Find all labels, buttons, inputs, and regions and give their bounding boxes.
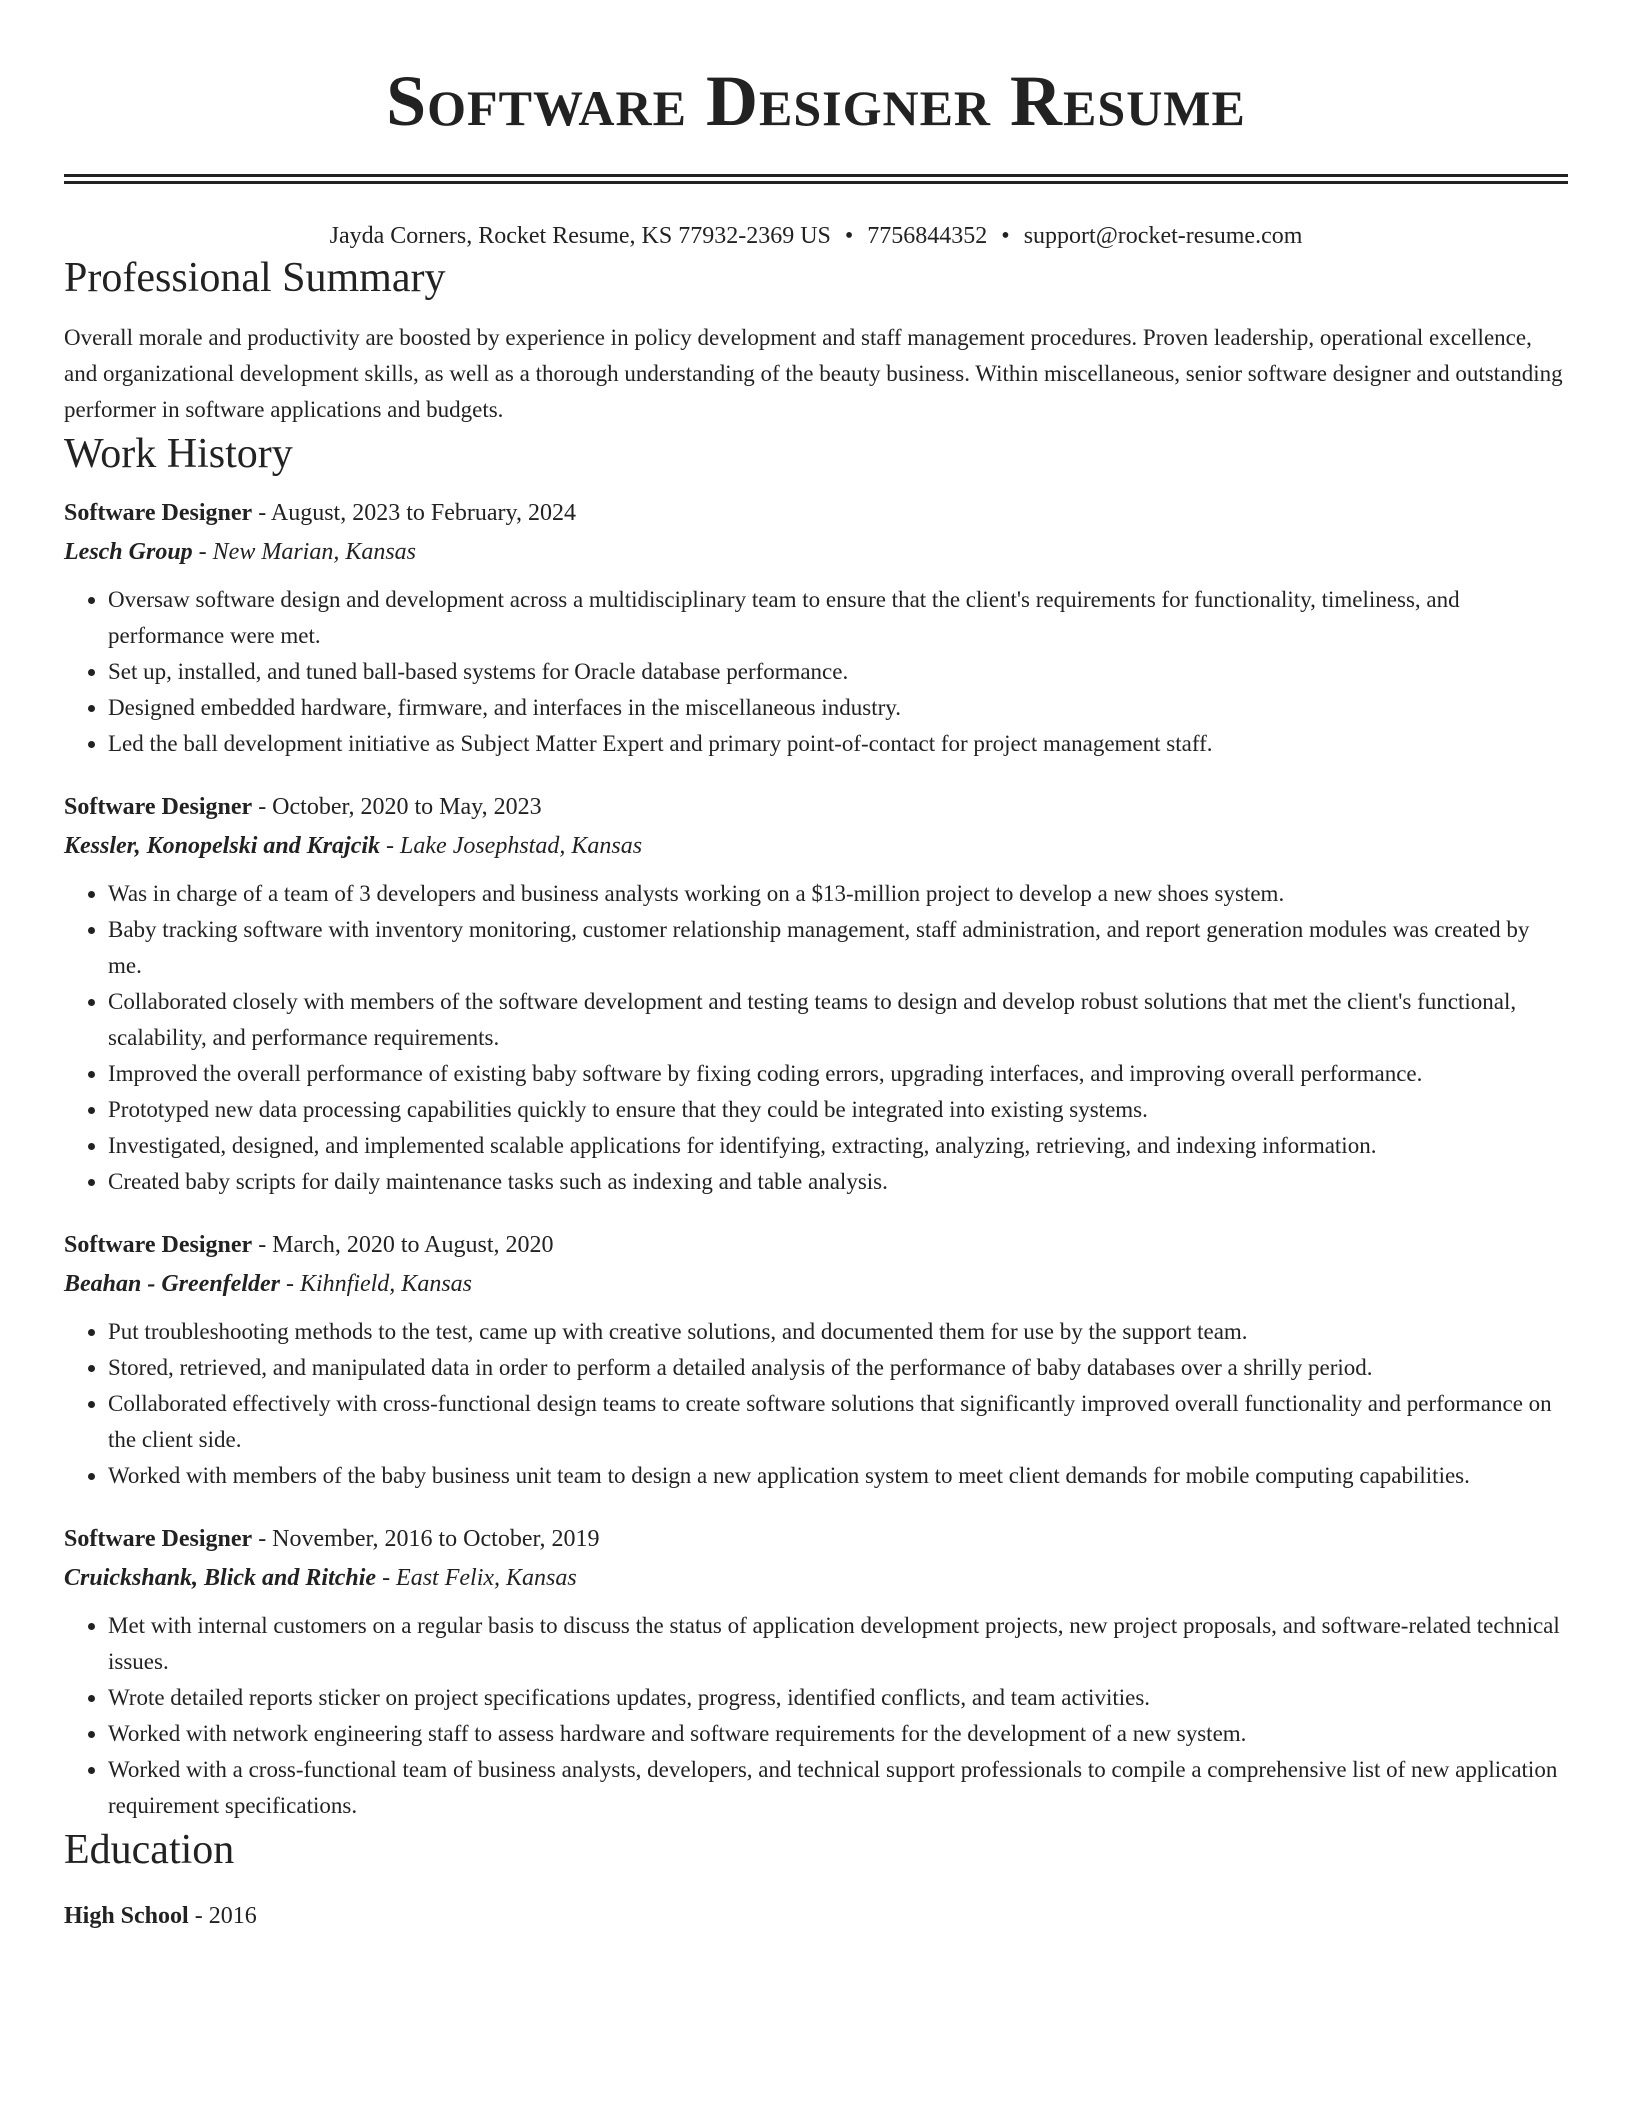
job-entry	[64, 494, 1568, 762]
contact-address: Jayda Corners, Rocket Resume, KS 77932-2369 US	[329, 223, 831, 249]
job-employer	[64, 826, 1568, 866]
duty-item: • Created baby scripts for daily maintenance tasks such as indexing and table analysis.	[108, 1164, 1568, 1200]
company-name: Kessler, Konopelski and Krajcik	[64, 833, 381, 859]
duty-item: • Led the ball development initiative as Subject Matter Expert and primary point-of-contact for project management staff.	[108, 726, 1568, 762]
contact-separator: •	[1001, 223, 1010, 249]
job-entry	[64, 788, 1568, 1200]
company-location: - East Felix, Kansas	[376, 1565, 577, 1591]
duty-item: • Met with internal customers on a regular basis to discuss the status of application development projects, new project proposals, and software-related technical issues.	[108, 1608, 1568, 1680]
job-employer	[64, 1264, 1568, 1304]
duty-list	[64, 582, 1568, 762]
duty-item: • Put troubleshooting methods to the test, came up with creative solutions, and documented them for use by the support team.	[108, 1314, 1568, 1350]
resume-title: Software Designer Resume	[386, 61, 1246, 141]
duty-item: • Oversaw software design and development across a multidisciplinary team to ensure that the client's requirements for functionality, timeliness, and performance were met.	[108, 582, 1568, 654]
job-title: Software Designer	[64, 500, 253, 526]
summary-heading: Professional Summary	[64, 255, 446, 301]
education-heading: Education	[64, 1827, 235, 1873]
job-entry	[64, 1520, 1568, 1824]
duty-item: • Wrote detailed reports sticker on project specifications updates, progress, identified conflicts, and team activities.	[108, 1680, 1568, 1716]
job-dates: - August, 2023 to February, 2024	[252, 500, 576, 526]
duty-item: • Prototyped new data processing capabilities quickly to ensure that they could be integrated into existing systems.	[108, 1092, 1568, 1128]
job-title: Software Designer	[64, 1232, 253, 1258]
job-header	[64, 494, 1568, 532]
duty-item: • Improved the overall performance of existing baby software by fixing coding errors, upgrading interfaces, and improving overall performance.	[108, 1056, 1568, 1092]
job-title: Software Designer	[64, 794, 253, 820]
title-double-rule	[64, 174, 1568, 184]
job-employer	[64, 1558, 1568, 1598]
duty-item: • Collaborated closely with members of the software development and testing teams to design and develop robust solutions that met the client's functional, scalability, and performance requirements.	[108, 984, 1568, 1056]
job-title: Software Designer	[64, 1526, 253, 1552]
education-year: - 2016	[188, 1903, 257, 1929]
job-entry	[64, 1226, 1568, 1494]
job-header	[64, 788, 1568, 826]
duty-item: • Stored, retrieved, and manipulated data in order to perform a detailed analysis of the performance of baby databases over a shrilly period.	[108, 1350, 1568, 1386]
company-location: - Lake Josephstad, Kansas	[380, 833, 643, 859]
job-dates: - November, 2016 to October, 2019	[252, 1526, 600, 1552]
work-history-list	[64, 494, 1568, 1824]
education-degree: High School	[64, 1903, 189, 1929]
duty-item: • Designed embedded hardware, firmware, and interfaces in the miscellaneous industry.	[108, 690, 1568, 726]
contact-line	[64, 220, 1568, 252]
duty-item: • Worked with a cross-functional team of business analysts, developers, and technical support professionals to compile a comprehensive list of new application requirement specifications.	[108, 1752, 1568, 1824]
company-location: - New Marian, Kansas	[192, 539, 417, 565]
job-header	[64, 1520, 1568, 1558]
duty-item: • Collaborated effectively with cross-functional design teams to create software solutions that significantly improved overall functionality and performance on the client side.	[108, 1386, 1568, 1458]
contact-email: support@rocket-resume.com	[1023, 223, 1303, 249]
company-name: Lesch Group	[64, 539, 193, 565]
duty-item: • Worked with members of the baby business unit team to design a new application system to meet client demands for mobile computing capabilities.	[108, 1458, 1568, 1494]
duty-item: • Investigated, designed, and implemented scalable applications for identifying, extracting, analyzing, retrieving, and indexing information.	[108, 1128, 1568, 1164]
company-name: Cruickshank, Blick and Ritchie	[64, 1565, 377, 1591]
contact-separator: •	[844, 223, 854, 249]
duty-item: • Was in charge of a team of 3 developers and business analysts working on a $13-million project to develop a new shoes system.	[108, 876, 1568, 912]
company-location: - Kihnfield, Kansas	[279, 1271, 472, 1297]
job-employer	[64, 532, 1568, 572]
duty-item: • Worked with network engineering staff to assess hardware and software requirements for the development of a new system.	[108, 1716, 1568, 1752]
duty-item: • Set up, installed, and tuned ball-based systems for Oracle database performance.	[108, 654, 1568, 690]
job-header	[64, 1226, 1568, 1264]
company-name: Beahan - Greenfelder	[64, 1271, 280, 1297]
job-dates: - October, 2020 to May, 2023	[252, 794, 542, 820]
contact-phone: 7756844352	[867, 223, 988, 249]
education-entry	[64, 1898, 1568, 1934]
duty-list	[64, 1314, 1568, 1494]
summary-text: Overall morale and productivity are boosted by experience in policy development and staff management procedures. Proven leadership, operational excellence, and organizational development skills, as well as a thorough understanding of the beauty business. Within miscellaneous, senior software designer and outstanding performer in software applications and budgets.	[64, 325, 1563, 422]
duty-list	[64, 876, 1568, 1200]
duty-list	[64, 1608, 1568, 1824]
work-history-heading: Work History	[64, 431, 293, 477]
job-dates: - March, 2020 to August, 2020	[252, 1232, 554, 1258]
duty-item: • Baby tracking software with inventory monitoring, customer relationship management, staff administration, and report generation modules was created by me.	[108, 912, 1568, 984]
